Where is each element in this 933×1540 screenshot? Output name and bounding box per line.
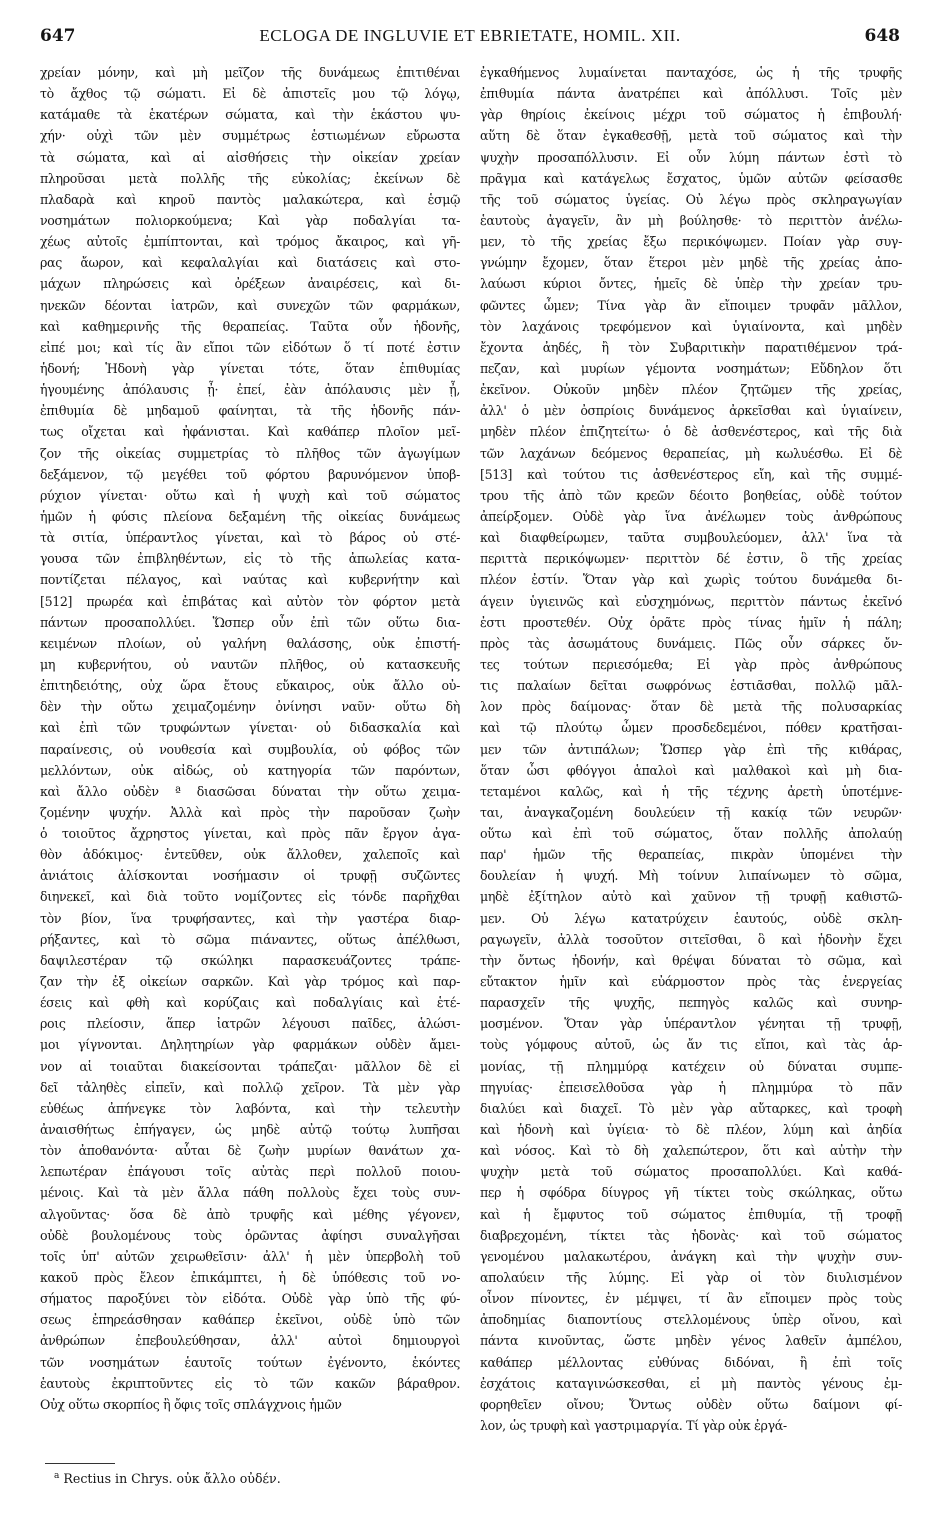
text-line: εὔτακτον ἡμῖν καὶ εὐάρμοστον πρὸς τὰς ἐνεργείας xyxy=(480,974,902,990)
text-line: οἶνον πίνοντες, ἐν μέμψει, τί ἂν εἴποιμεν πρὸς τοὺς xyxy=(480,1291,902,1307)
text-line: πλέον ἐστίν. Ὅταν γὰρ καὶ χωρὶς τούτου δυνάμεθα δι- xyxy=(480,572,902,588)
text-line: ἡγουμένης ἀπόλαυσις ᾖ· ἐπεί, ἐὰν ἀπόλαυσις μὲν ᾖ, xyxy=(40,382,460,398)
text-line: παραίνεσις, οὐ νουθεσία καὶ συμβουλία, οὐ φόβος τῶν xyxy=(40,741,460,757)
text-line: μηδὲν πλέον ἐπιζητείτω· ὁ δὲ ἀσθενέστερος, καὶ τῆς διὰ xyxy=(480,424,902,440)
text-line: πλαδαρὰ καὶ κηροῦ παντὸς μαλακώτερα, καὶ ἑσμῷ xyxy=(40,191,460,207)
text-line: ἐκεῖνον. Οὐκοῦν μηδὲν πλέον ζητῶμεν τῆς χρείας, xyxy=(480,382,902,398)
text-line: [512] πρωρέα καὶ ἐπιβάτας καὶ αὐτὸν τὸν φόρτον μετὰ xyxy=(40,593,460,609)
text-line: παρασχεῖν τῆς ψυχῆς, πεπηγὸς καλῶς καὶ συνηρ- xyxy=(480,995,902,1011)
text-line: ται, ἀναγκαζομένη δουλεύειν τῇ κακίᾳ τῶν νευρῶν· xyxy=(480,804,902,820)
text-line: ἀλλ' ὁ μὲν ὀσπρίοις δυνάμενος ἀρκεῖσθαι καὶ ὑγιαίνειν, xyxy=(480,403,902,419)
text-line: ποντίζεται πέλαγος, καὶ ναύτας καὶ κυβερνήτην καὶ xyxy=(40,572,460,588)
text-line: λαύωσι κύριοι ὄντες, ἡμεῖς δὲ ὑπὲρ τὴν χρείαν τρυ- xyxy=(480,276,902,292)
text-line: σεως ἐπηρεάσθησαν καθάπερ ἐκεῖνοι, οὐδὲ ὑπὸ τῶν xyxy=(40,1312,460,1328)
text-line: μη κυβερνήτου, οὐ ναυτῶν πλῆθος, οὐ κατασκευῆς xyxy=(40,656,460,672)
text-line: μηδὲ ἐξίτηλον αὐτὸ καὶ χαῦνον τῇ τρυφῇ καθιστῶ- xyxy=(480,889,902,905)
text-line: φῶντες ὦμεν; Τίνα γὰρ ἂν εἴποιμεν τρυφᾶν μᾶλλον, xyxy=(480,297,902,313)
text-line: ἀπείρξομεν. Οὐδὲ γὰρ ἵνα ἀνέλωμεν τοὺς ἀνθρώπους xyxy=(480,508,902,524)
running-header xyxy=(40,26,900,54)
text-line: καὶ ἡ ἔμφυτος τοῦ σώματος ἐπιθυμία, τῇ τροφῇ xyxy=(480,1206,902,1222)
text-line: ἀνθρώπων ἐπεβουλεύθησαν, ἀλλ' αὐτοὶ δημιουργοὶ xyxy=(40,1333,460,1349)
text-line: ἑαυτοὺς ἀγαγεῖν, ἂν μὴ βούλησθε· τὸ περιττὸν ἀνέλω- xyxy=(480,212,902,228)
text-line: γενομένου μαλακωτέρου, ἀνάγκη καὶ τὴν ψυχὴν συν- xyxy=(480,1248,902,1264)
text-line: οὕτω καὶ ἐπὶ τοῦ σώματος, ὅταν πολλῆς ἀπολαύῃ xyxy=(480,826,902,842)
text-line: [513] καὶ τούτου τις ἀσθενέστερος εἴη, καὶ τῆς συμμέ- xyxy=(480,466,902,482)
text-line: ἐγκαθήμενος λυμαίνεται πανταχόσε, ὡς ἡ τῆς τρυφῆς xyxy=(480,65,902,80)
text-line: ραγωγεῖν, ἀλλὰ τοσοῦτον σιτεῖσθαι, ὃ καὶ ἡδονὴν ἔχει xyxy=(480,931,902,947)
text-line: ἐπιθυμία πάντα ἀνατρέπει καὶ ἀπόλλυσι. Τοῖς μὲν xyxy=(480,86,902,102)
text-line: τρου τῆς ἀπὸ τῶν κρεῶν δέοιτο βοηθείας, οὐδὲ τούτον xyxy=(480,487,902,503)
text-line: τες τούτων περιεσόμεθα; Εἰ γὰρ πρὸς ἀνθρώπους xyxy=(480,656,902,672)
text-line: τὸ ἄχθος τῷ σώματι. Εἰ δὲ ἀπιστεῖς μου τῷ λόγῳ, xyxy=(40,86,460,102)
text-line: διαλύει καὶ διαχεῖ. Τὸ μὲν γὰρ αὔταρκες, καὶ τροφὴ xyxy=(480,1100,902,1116)
text-line: δαψιλεστέραν τῷ σκώληκι παρασκευάζοντες τράπε- xyxy=(40,952,460,968)
text-line: καὶ ἐπὶ τῶν τρυφώντων γίνεται· οὐ διδασκαλία καὶ xyxy=(40,720,460,736)
text-line: δεξάμενον, τῷ μεγέθει τοῦ φόρτου βαρυνόμενον ὑποβ- xyxy=(40,466,460,482)
running-title: ECLOGA DE INGLUVIE ET EBRIETATE, HOMIL. XII. xyxy=(259,26,681,45)
text-line: τεταμένοι καλῶς, καὶ ἡ τῆς τέχνης ἀρετὴ ὑποτέμνε- xyxy=(480,783,902,799)
text-line: ψυχὴν μετὰ τοῦ σώματος προσαπολλύει. Καὶ καθά- xyxy=(480,1164,902,1180)
right-column xyxy=(480,62,902,1436)
text-line: νον αἱ τοιαῦται διακείσονται τράπεζαι· μᾶλλον δὲ εἰ xyxy=(40,1058,460,1074)
text-line: ρήξαντες, καὶ τὸ σῶμα πιάναντες, οὕτως ἀπέλθωσι, xyxy=(40,931,460,947)
text-line: ρας ἄωρον, καὶ κεφαλαλγίαι καὶ διατάσεις καὶ στο- xyxy=(40,255,460,271)
text-line: μάχων πληρώσεις καὶ ὀρέξεων ἀναιρέσεις, καὶ δι- xyxy=(40,276,460,292)
text-line: χήν· οὐχὶ τῶν μὲν συμμέτρως ἑστιωμένων εὔρωστα xyxy=(40,128,460,144)
text-line: μοσμένον. Ὅταν γὰρ ὑπέραντλον γένηται τῇ τρυφῇ, xyxy=(480,1016,902,1032)
text-line: κειμένων πλοίων, οὐ γαλήνη θαλάσσης, οὐκ ἐπιστή- xyxy=(40,635,460,651)
text-line: τῶν λαχάνων δεόμενος θεραπείας, μὴ κωλυέσθω. Εἰ δὲ xyxy=(480,445,902,461)
text-line: τοὺς γόμφους αὐτοῦ, ὡς ἄν τις εἴποι, καὶ τὰς ἁρ- xyxy=(480,1037,902,1053)
text-line: ὁ τοιοῦτος ἄχρηστος γίνεται, καὶ πρὸς πᾶν ἔργον ἀγα- xyxy=(40,826,460,842)
text-line: ἡδονή; Ἡδονὴ γὰρ γίνεται τότε, ὅταν ἐπιθυμίας xyxy=(40,360,460,376)
footnote xyxy=(54,1466,281,1489)
text-line: περιττὰ περικόψωμεν· περιττὸν δέ ἐστιν, ὃ τῆς χρείας xyxy=(480,551,902,567)
text-line: δουλείαν ἡ ψυχή. Μὴ τοίνυν λιπαίνωμεν τὸ σῶμα, xyxy=(480,868,902,884)
text-line: διηνεκεῖ, καὶ διὰ τοῦτο νομίζοντες εἰς τόνδε παρῆχθαι xyxy=(40,889,460,905)
text-line: μοι γίγνονται. Δηλητηρίων γὰρ φαρμάκων οὐδὲν ἄμει- xyxy=(40,1037,460,1053)
text-line: γνώμην ἔχομεν, ὅταν ἕτεροι μὲν μηδὲ τῆς χρείας ἀπο- xyxy=(480,255,902,271)
text-line: απολαύειν τῆς λύμης. Εἰ γὰρ οἱ τὸν διυλισμένον xyxy=(480,1270,902,1286)
text-line: τὸν ἀποθανόντα· αὗται δὲ ζωὴν μυρίων θανάτων χα- xyxy=(40,1143,460,1159)
text-line: γουσα τῶν ἐπιβληθέντων, εἰς τὸ τῆς ἀπωλείας κατα- xyxy=(40,551,460,567)
text-line: ζον τῆς οἰκείας συμμετρίας τὸ πλῆθος τῶν ἀγωγίμων xyxy=(40,445,460,461)
text-line: ζομένην ψυχήν. Ἀλλὰ καὶ πρὸς τὴν παροῦσαν ζωὴν xyxy=(40,804,460,820)
text-line: τὸν βίον, ἵνα τρυφήσαντες, καὶ τὴν γαστέρα διαρ- xyxy=(40,910,460,926)
text-line: γὰρ θηρίοις ἐκείνοις μέχρι τοῦ σώματος ἡ ἐπιβουλή· xyxy=(480,107,902,123)
text-line: ἀνιάτοις ἁλίσκονται νοσήμασιν οἱ τρυφῇ συζῶντες xyxy=(40,868,460,884)
text-line: αὕτη δὲ ὅταν ἐγκαθεσθῇ, μετὰ τοῦ σώματος καὶ τὴν xyxy=(480,128,902,144)
text-line: χέως αὐτοῖς ἐμπίπτονται, καὶ τρόμος ἄκαιρος, καὶ γῆ- xyxy=(40,234,460,250)
footnote-rule xyxy=(45,1463,115,1464)
text-line: χρείαν μόνην, καὶ μὴ μεῖζον τῆς δυνάμεως ἐπιτιθέναι xyxy=(40,65,460,80)
text-line: νοσημάτων πολιορκούμενα; Καὶ γὰρ ποδαλγίαι τα- xyxy=(40,212,460,228)
text-line: τὴν ὄντως ἡδονήν, καὶ θρέψαι δύναται τὸ σῶμα, καὶ xyxy=(480,952,902,968)
text-line: ἀναισθήτως ἐπήγαγεν, ὡς μηδὲ αὐτῷ τούτῳ λυπῆσαι xyxy=(40,1122,460,1138)
text-line: ρύχιον γίνεται· οὕτω καὶ ἡ ψυχὴ καὶ τοῦ σώματος xyxy=(40,487,460,503)
footnote-mark: a xyxy=(54,1471,60,1481)
text-line: καὶ καθημερινῆς τῆς θεραπείας. Ταῦτα οὖν ἡδονῆς, xyxy=(40,318,460,334)
text-line: ἐσχάτοις καταγινώσκεσθαι, εἰ μὴ παντὸς γένους ἐμ- xyxy=(480,1375,902,1391)
text-line: ηνεκῶν δέονται ἰατρῶν, καὶ συνεχῶν τῶν φαρμάκων, xyxy=(40,297,460,313)
footnote-text: Rectius in Chrys. οὐκ ἄλλο οὐδέν. xyxy=(63,1471,281,1487)
text-line: ἀποδημίας διαποντίους στελλομένους ὑπὲρ οἴνου, καὶ xyxy=(480,1312,902,1328)
text-line: πληροῦσαι μετὰ πολλῆς τῆς εὐκολίας; ἐκείνων δὲ xyxy=(40,170,460,186)
text-line: μεν. Οὐ λέγω κατατρύχειν ἑαυτούς, οὐδὲ σκλη- xyxy=(480,910,902,926)
text-line: τὸν λαχάνοις τρεφόμενον καὶ ὑγιαίνοντα, καὶ μηδὲν xyxy=(480,318,902,334)
text-line: ψυχὴν προσαπόλλυσιν. Εἰ οὖν λύμη πάντων ἐστὶ τὸ xyxy=(480,149,902,165)
text-line: οὐδὲ βουλομένους τοὺς ὁρῶντας ἀφίησι συναλγῆσαι xyxy=(40,1227,460,1243)
text-line: τὰ σιτία, ὑπέραντλος γίνεται, καὶ τὸ βάρος οὐ στέ- xyxy=(40,530,460,546)
text-line: τως οἴχεται καὶ ἠφάνισται. Καὶ καθάπερ πλοῖον μεῖ- xyxy=(40,424,460,440)
text-line: τῆς τοῦ σώματος ὑγείας. Οὐ λέγω πρὸς σκληραγωγίαν xyxy=(480,191,902,207)
text-line: πρὸς τὰς ἀσωμάτους δυνάμεις. Πῶς οὖν σάρκες ὄν- xyxy=(480,635,902,651)
text-line: ἑαυτοὺς ἐκριπτοῦντες εἰς τὸ τῶν κακῶν βάραθρον. xyxy=(40,1375,460,1391)
text-line: καὶ νόσος. Καὶ τὸ δὴ χαλεπώτερον, ὅτι καὶ αὐτὴν τὴν xyxy=(480,1143,902,1159)
text-line: θὸν ἀδόκιμος· ἐντεῦθεν, οὐκ ἄλλοθεν, χαλεποῖς καὶ xyxy=(40,847,460,863)
text-line: σήματος παροξύνει τὸν εἰδότα. Οὐδὲ γὰρ ὑπὸ τῆς φύ- xyxy=(40,1291,460,1307)
text-line: ροις πλείοσιν, ἅπερ ἰατρῶν λέγουσι παῖδες, ἁλώσι- xyxy=(40,1016,460,1032)
text-line: λεπωτέραν ἐπάγουσι τοῖς αὐτὰς περὶ πολλοῦ ποιου- xyxy=(40,1164,460,1180)
text-line: λον πρὸς δαίμονας· ὅταν δὲ μετὰ τῆς πολυσαρκίας xyxy=(480,699,902,715)
text-line: πάντων προσαπολλύει. Ὥσπερ οὖν ἐπὶ τῶν οὕτω δια- xyxy=(40,614,460,630)
text-line: τοῖς ὑπ' αὐτῶν χειρωθεῖσιν· ἀλλ' ἡ μὲν ὑπερβολὴ τοῦ xyxy=(40,1248,460,1264)
text-line: φορηθεῖεν οἴνου; Ὄντως οὐδὲν οὕτω δαίμονι φί- xyxy=(480,1396,902,1412)
text-line: άγειν ὑγιεινῶς καὶ εὐσχημόνως, περιττὸν πάντως ἐκεῖνό xyxy=(480,593,902,609)
text-line: εὐθέως ἀπήνεγκε τὸν λαβόντα, καὶ τὴν τελευτὴν xyxy=(40,1100,460,1116)
text-line: πεζαν, καὶ μυρίων γέμοντα νοσημάτων; Εὔδηλον ὅτι xyxy=(480,360,902,376)
text-line: μεν τῶν ἀντιπάλων; Ὥσπερ γὰρ ἐπὶ τῆς κιθάρας, xyxy=(480,741,902,757)
text-line: τις παλαίων δεῖται σωφρόνως ἑστιᾶσθαι, πολλῷ μᾶλ- xyxy=(480,678,902,694)
text-line: παρ' ἡμῶν τῆς θεραπείας, πικρὰν ὑπομένει τὴν xyxy=(480,847,902,863)
text-line: καθάπερ μέλλοντας εὐθύνας διδόναι, ἢ ἐπὶ τοῖς xyxy=(480,1354,902,1370)
text-line: περ ἡ σφόδρα δίυγρος γῆ τίκτει τοὺς σκώληκας, οὕτω xyxy=(480,1185,902,1201)
text-line: τῶν νοσημάτων ἑαυτοῖς τούτων ἐγένοντο, ἑκόντες xyxy=(40,1354,460,1370)
text-line: μελλόντων, οὐκ αἰδώς, οὐ κατηγορία τῶν παρόντων, xyxy=(40,762,460,778)
text-line: πάντα κινοῦντας, ὥστε μηδὲν γένος λαθεῖν ἀμπέλου, xyxy=(480,1333,902,1349)
text-line: ἐπιτηδειότης, οὐχ ὥρα ἔτους εὔκαιρος, οὐκ ἄλλο οὐ- xyxy=(40,678,460,694)
text-line: πηγυίας· ἐπεισελθοῦσα γὰρ ἡ πλημμύρα τὸ πᾶν xyxy=(480,1079,902,1095)
text-line: ζαν τὴν ἐξ οἰκείων σαρκῶν. Καὶ γὰρ τρόμος καὶ παρ- xyxy=(40,974,460,990)
text-line: καὶ τῷ πλούτῳ ὦμεν προσδεδεμένοι, πόθεν κρατῆσαι- xyxy=(480,720,902,736)
text-line: ἡμῶν ἡ φύσις πλείονα δεξαμένη τῆς οἰκείας δυνάμεως xyxy=(40,508,460,524)
text-line: αλγοῦντας· ὅσα δὲ ἀπὸ τρυφῆς καὶ μέθης γέγονεν, xyxy=(40,1206,460,1222)
text-line: εἰπέ μοι; καὶ τίς ἂν εἴποι τῶν εἰδότων ὅ τί ποτέ ἐστιν xyxy=(40,339,460,355)
text-line: διαβρεχομένη, τίκτει τὰς ἡδονὰς· καὶ τοῦ σώματος xyxy=(480,1227,902,1243)
text-line: ἐπιθυμία δὲ μηδαμοῦ φαίνηται, τὰ τῆς ἡδονῆς πάν- xyxy=(40,403,460,419)
text-line: μένοις. Καὶ τὰ μὲν ἄλλα πάθη πολλοὺς ἔχει τοὺς συν- xyxy=(40,1185,460,1201)
text-line: λον, ὡς τρυφὴ καὶ γαστριμαργία. Τί γὰρ οὐκ ἐργά- xyxy=(480,1418,787,1433)
text-line: δεῖ τἀληθὲς εἰπεῖν, καὶ πολλῷ χεῖρον. Τὰ μὲν γὰρ xyxy=(40,1079,460,1095)
page-number-right: 648 xyxy=(864,26,900,46)
text-line: κακοῦ πρὸς ἔλεον ἐπικάμπτει, ἡ δὲ ὑπόθεσις τοῦ νο- xyxy=(40,1270,460,1286)
text-line: καὶ ἄλλο οὐδὲν ª διασῶσαι δύναται τὴν οὕτω χειμα- xyxy=(40,783,460,799)
text-line: καὶ διαφθείρωμεν, ταῦτα συμβουλεύομεν, ἀλλ' ἵνα τὰ xyxy=(480,530,902,546)
left-column xyxy=(40,62,460,1415)
text-line: τὰ σώματα, καὶ αἱ αἰσθήσεις τὴν οἰκείαν χρείαν xyxy=(40,149,460,165)
text-line: ὅταν ὦσι φθόγγοι ἁπαλοὶ καὶ μαλθακοὶ καὶ μὴ δια- xyxy=(480,762,902,778)
text-line: Οὐχ οὕτω σκορπίος ἢ ὄφις τοῖς σπλάγχνοις ἡμῶν xyxy=(40,1396,342,1412)
page-number-left: 647 xyxy=(40,26,76,46)
text-line: δὲν τὴν οὕτω χειμαζομένην ὀνίνησι ναῦν· οὕτω δὴ xyxy=(40,699,460,715)
text-line: ἔχοντα ἀηδές, ἢ τὸν Συβαριτικὴν παρατιθέμενον τρά- xyxy=(480,339,902,355)
text-line: μονίας, τῇ πλημμύρᾳ κατέχειν οὐ δύναται συμπε- xyxy=(480,1058,902,1074)
text-line: κατάμαθε τὰ ἑκατέρων σώματα, καὶ τὴν ἑκάστου ψυ- xyxy=(40,107,460,123)
text-line: μεν, τὸ τῆς χρείας ἔξω περικόψωμεν. Ποίαν γὰρ συγ- xyxy=(480,234,902,250)
text-line: πρᾶγμα καὶ κατάγελως ἔσχατος, ὑμῶν αὐτῶν φείσασθε xyxy=(480,170,902,186)
text-line: καὶ ἡδονὴ καὶ ὑγίεια· τὸ δὲ πλέον, λύμη καὶ ἀηδία xyxy=(480,1122,902,1138)
text-line: ἐστι προστεθέν. Οὐχ ὁρᾶτε πρὸς τίνας ἡμῖν ἡ πάλη; xyxy=(480,614,902,630)
text-line: έσεις καὶ φθὴ καὶ κορύζαις καὶ ποδαλγίαις καὶ ἑτέ- xyxy=(40,995,460,1011)
